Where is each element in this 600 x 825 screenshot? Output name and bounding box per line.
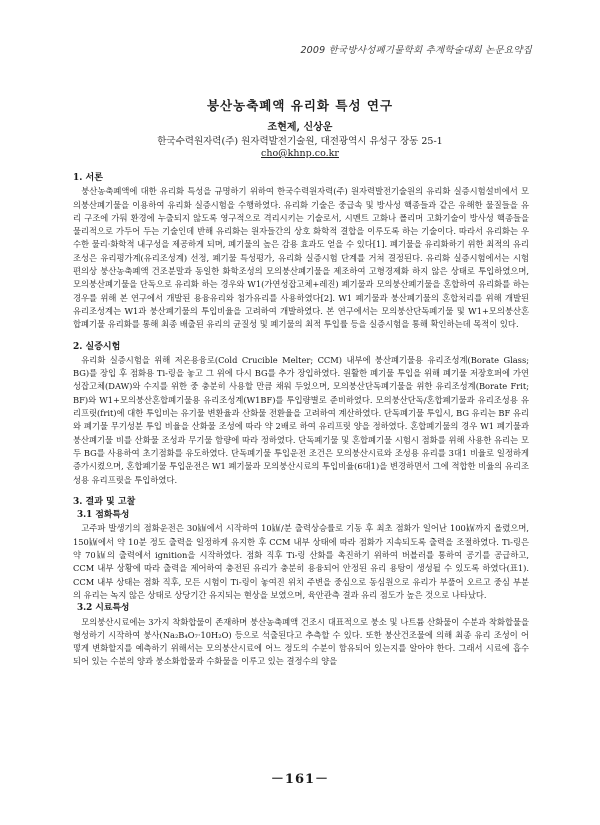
author-email[interactable]: cho@khnp.co.kr bbox=[261, 148, 339, 159]
section-intro-title: 1. 서론 bbox=[73, 173, 103, 183]
paper-affiliation: 한국수력원자력(주) 원자력발전기술원, 대전광역시 유성구 장동 25-1 bbox=[157, 136, 443, 147]
paper-body bbox=[73, 172, 529, 669]
section-gap bbox=[73, 332, 529, 341]
section-gap bbox=[73, 487, 529, 496]
subsection-ignition-title: 3.1 점화특성 bbox=[77, 510, 130, 521]
section-intro-text: 붕산농축폐액에 대한 유리화 특성을 규명하기 위하여 한국수력원자력(주) 원자력발전기술원의 유리화 실증시험설비에서 모의붕산폐기물을 이용하여 유리화 실증시험을 수행하였다. 유리화 기술은 중급속 및 방사성 핵종들과 같은 유해한 물질들을 유리 구조에 가둬 환경에 누출되지 않도록 영구적으로 격리시키는 기술로서, 시멘트 고화나 폴리머 고화기술이 방사성 핵종들을 물리적으로 가두어 두는 기술인데 반해 유리화는 원자들간의 상호 화학적 결합을 이루도록 하는 기술이다. 따라서 유리화는 우수한 물리·화학적 내구성을 제공하게 되며, 폐기물의 높은 감용 효과도 얻을 수 있다[1]. 폐기물을 유리화하기 위한 최적의 유리조성은 유리평가계(유리조성계) 선정, 폐기물 특성평가, 유리화 실증시험 단계를 거쳐 결정된다. 유리화 실증시험에서는 시험 편의상 붕산농축폐액 건조분말과 동일한 화학조성의 모의붕산폐기물을 제조하여 고형경제화 하지 않은 상태로 투입하였으며, 모의붕산폐기물을 단독으로 유리화 하는 경우와 W1(가연성잡고체+레진) 폐기물과 모의붕산폐기물을 혼합하여 유리화를 하는 경우를 위해 본 연구에서 개발된 용융유리와 첨가유리를 사용하였다[2]. W1 폐기물과 붕산폐기물의 혼합처리를 위해 개발된 유리조성계는 W1과 붕산폐기물의 투입비율을 고려하여 개발하였다. 본 연구에서는 모의붕산단독폐기물 및 W1+모의붕산혼합폐기물 유리화를 통해 최종 배출된 유리의 균질성 및 폐기물의 최적 투입률 등을 실증시험을 통해 확인하는데 목적이 있다. bbox=[73, 186, 529, 330]
conference-header: 2009 한국방사성폐기물학회 추계학술대회 논문요약집 bbox=[300, 45, 532, 56]
subsection-sample-text: 모의붕산시료에는 3가지 착화합물이 존재하며 붕산농축폐액 건조시 대표적으로 붕소 및 나트륨 산화물이 수분과 착화합물을 형성하기 시작하여 붕사(Na₂B₄O₇·10H₂O) 등으로 석출된다고 추측할 수 있다. 또한 붕산건조물에 의해 최종 유리 조성이 어떻게 변화할지를 예측하기 위해서는 모의붕산시료에 어느 정도의 수분이 함유되어 있는지를 알아야 한다. 그래서 시료에 흡수되어 있는 수분의 양과 붕소화합물과 수화물을 이루고 있는 결정수의 양을 bbox=[73, 616, 529, 667]
page-number: －161－ bbox=[270, 772, 330, 787]
paper-authors: 조현제, 신상운 bbox=[267, 122, 333, 133]
section-experiment-text: 유리화 실증시험을 위해 저온용융로(Cold Crucible Melter; CCM) 내부에 붕산폐기물용 유리조성계(Borate Glass; BG)를 장입 후 점화용 Ti-링을 놓고 그 위에 다시 BG를 추가 장입하였다. 원활한 폐기물 투입을 위해 폐기물 저장호퍼에 가연성잡고체(DAW)와 수지를 위한 중 충분히 사용할 만큼 채워 두었으며, 모의붕산단독폐기물을 위한 유리조성계(Borate Frit; BF)와 W1+모의붕산혼합폐기물용 유리조성계(W1BF)를 투입량별로 준비하였다. 모의붕산단독/혼합폐기물과 유리조성용 유리프릿(frit)에 대한 투입비는 유기물 변환율과 산화물 전환율을 고려하여 계산하였다. 단독폐기물 투입시, BG 유리는 BF 유리와 폐기물 무기성분 투입 비율을 산화물 조성에 따라 약 2배로 하여 유리프릿 양을 정하였다. 혼합폐기물의 경우 W1 폐기물과 붕산폐기물 비를 산화물 조성과 무기물 함량에 따라 정하였다. 단독폐기물 및 혼합폐기물 시험시 점화를 위해 사용한 유리는 모두 BG를 사용하여 초기점화를 유도하였다. 단독폐기물 투입운전 조건은 모의붕산시료와 조성용 유리를 3대1 비율로 일정하게 증가시켰으며, 혼합폐기물 투입운전은 W1 폐기물과 모의붕산시료의 투입비율(6대1)을 변경하면서 그에 적합한 비율의 유리조성용 유리프릿을 투입하였다. bbox=[73, 354, 529, 485]
section-results-title: 3. 결과 및 고찰 bbox=[73, 496, 136, 507]
subsection-sample-title: 3.2 시료특성 bbox=[77, 603, 130, 614]
paper-title: 붕산농축폐액 유리화 특성 연구 bbox=[206, 98, 394, 113]
subsection-ignition-text: 고주파 발생기의 점화운전은 30㎾에서 시작하여 10㎾/분 출력상승률로 기동 후 최초 점화가 일어난 100㎾까지 올렸으며, 150㎾에서 약 10분 정도 출력을 일정하게 유지한 후 CCM 내부 상태에 따라 점화가 지속되도록 출력을 조절하였다. Ti-링은 약 70㎾의 출력에서 ignition을 시작하였다. 점화 직후 Ti-링 산화를 촉진하기 위하여 버블러를 통하여 공기를 공급하고, CCM 내부 상황에 따라 출력을 제어하여 충전된 유리가 충분히 용융되어 안정된 유리 용탕이 생성될 수 있도록 하였다(표1). CCM 내부 상태는 점화 직후, 모든 시험이 Ti-링이 놓여진 위치 주변을 중심으로 동심원으로 유리가 부풀어 오르고 중심 부분의 유리는 녹지 않은 상태로 상당기간 유지되는 현상을 보였으며, 육안관측 결과 유리 점도가 높은 것으로 나타났다. bbox=[73, 523, 529, 600]
section-experiment-title: 2. 실증시험 bbox=[73, 341, 121, 352]
